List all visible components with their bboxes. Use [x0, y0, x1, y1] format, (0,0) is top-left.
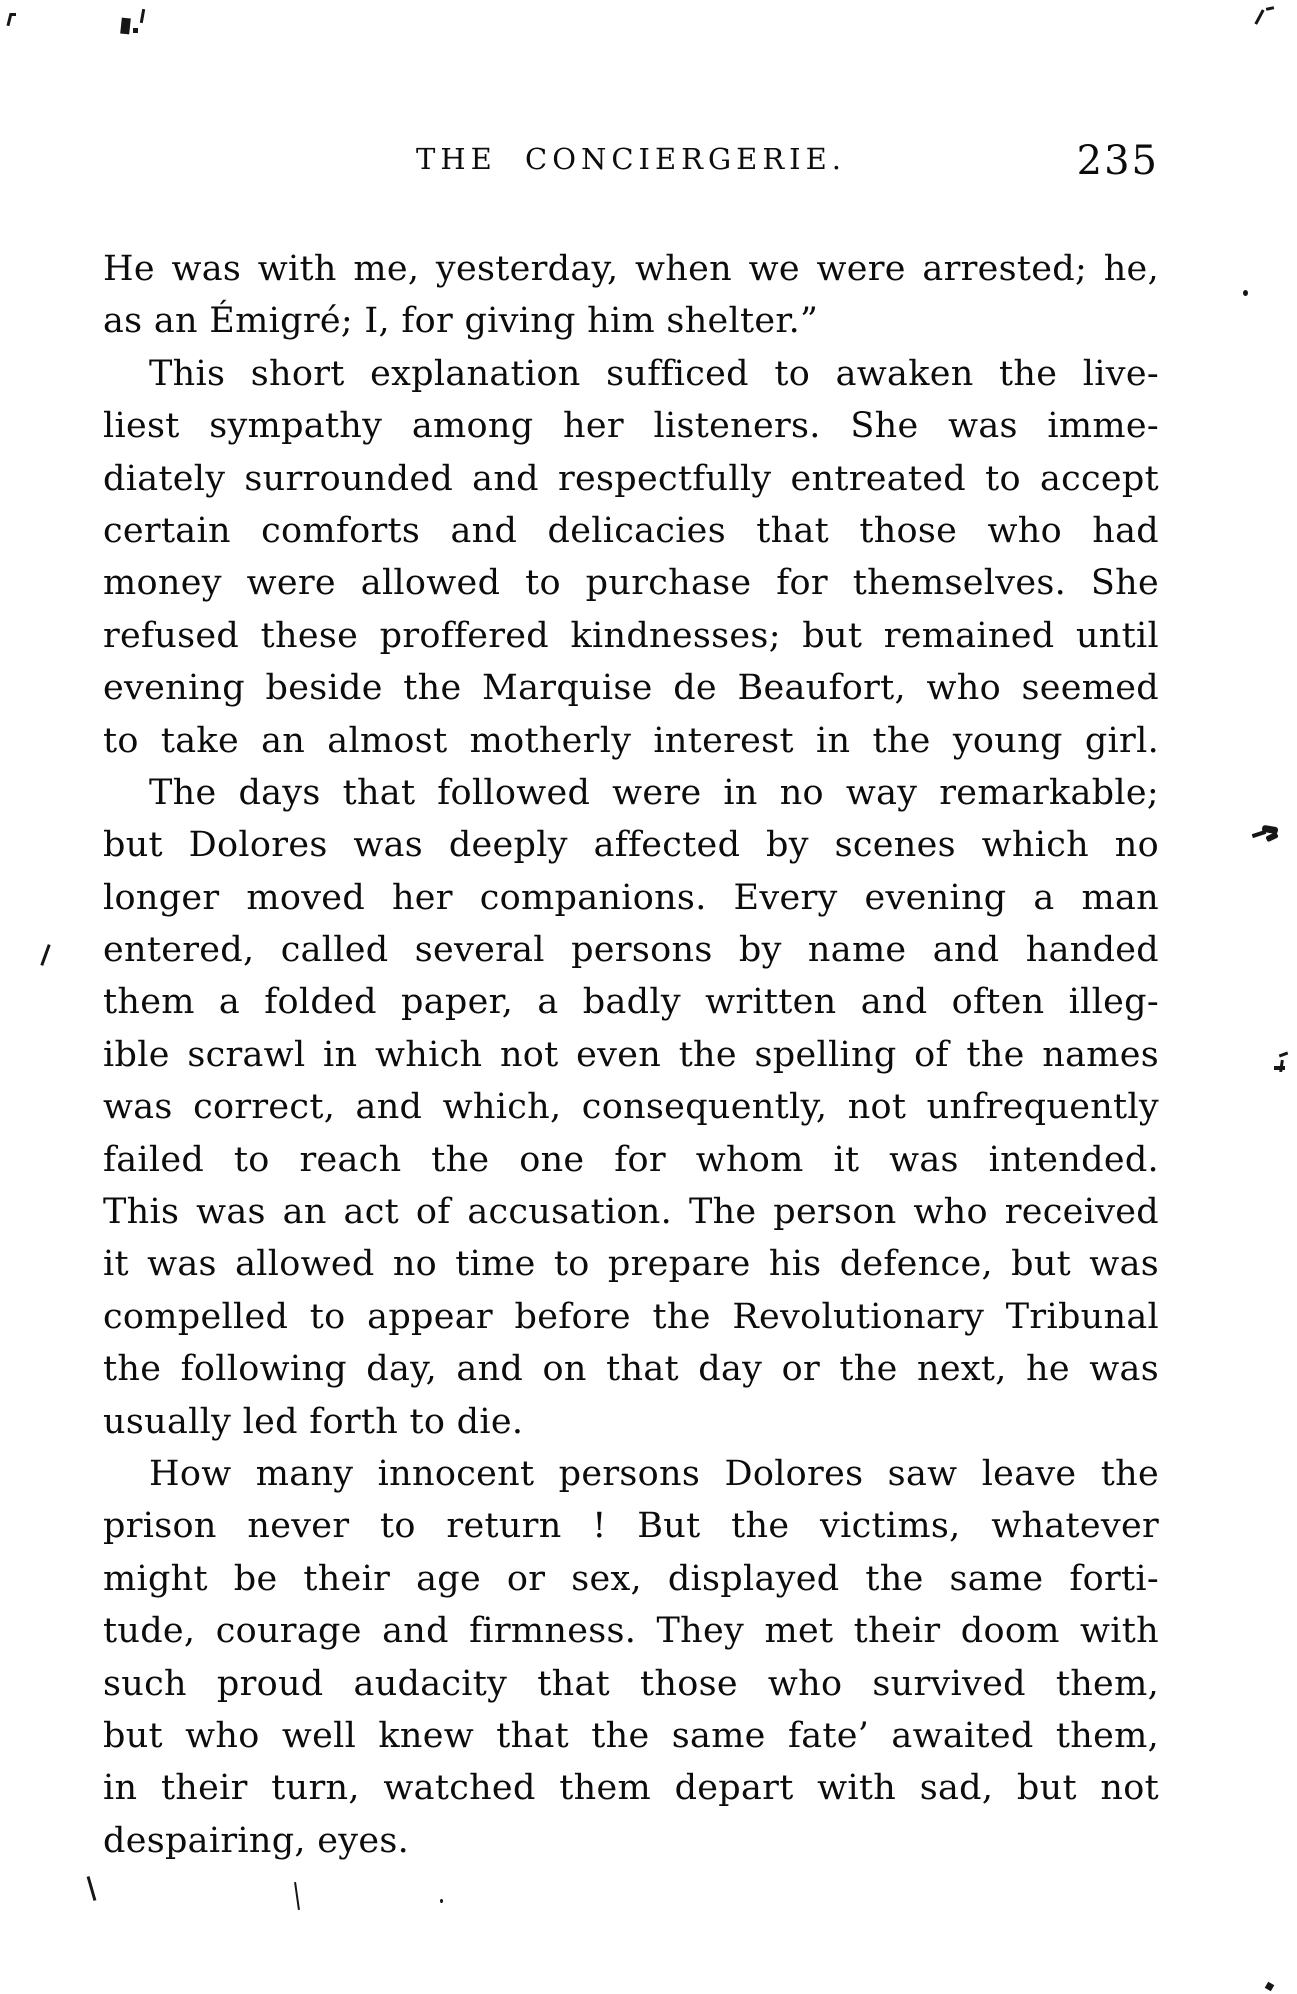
ink-speck — [87, 1876, 97, 1901]
running-head — [103, 138, 1159, 182]
text-line: compelled to appear before the Revolutionary Tribunal — [103, 1296, 1159, 1337]
ink-speck — [1243, 290, 1248, 296]
text-line: longer moved her companions. Every evening a man — [103, 877, 1159, 918]
ink-speck — [1266, 6, 1274, 11]
text-line: failed to reach the one for whom it was intended. — [103, 1139, 1159, 1180]
text-line: He was with me, yesterday, when we were arrested; he, — [103, 249, 1159, 289]
text-line: liest sympathy among her listeners. She was imme- — [103, 406, 1159, 447]
text-line: entered, called several persons by name and handed — [103, 930, 1159, 971]
text-line: them a folded paper, a badly written and often illeg- — [103, 982, 1159, 1023]
text-line: money were allowed to purchase for themselves. She — [103, 563, 1159, 604]
ink-speck — [1265, 1982, 1275, 1992]
text-line: ible scrawl in which not even the spelling of the names — [103, 1034, 1159, 1075]
text-line: the following day, and on that day or the next, he was — [103, 1349, 1159, 1390]
text-line: tude, courage and firmness. They met their doom with — [103, 1611, 1159, 1652]
text-line: but who well knew that the same fate’ awaited them, — [103, 1715, 1159, 1756]
text-line: such proud audacity that those who survived them, — [103, 1663, 1159, 1704]
ink-speck — [294, 1882, 300, 1910]
text-line: despairing, eyes. — [103, 1820, 410, 1861]
ink-speck — [11, 13, 16, 16]
text-line: but Dolores was deeply affected by scenes which no — [103, 825, 1159, 866]
text-line: usually led forth to die. — [103, 1401, 524, 1442]
ink-speck — [140, 9, 145, 23]
page-number: 235 — [1076, 138, 1159, 184]
ink-speck — [440, 1899, 443, 1903]
ink-speck — [1279, 1052, 1288, 1058]
text-line: prison never to return ! But the victims, whatever — [103, 1506, 1159, 1547]
text-line: refused these proffered kindnesses; but remained until — [103, 615, 1159, 656]
text-line: was correct, and which, consequently, not unfrequently — [103, 1087, 1159, 1128]
text-line: in their turn, watched them depart with sad, but not — [103, 1768, 1159, 1809]
text-line: as an Émigré; I, for giving him shelter.” — [103, 301, 819, 342]
text-line: This was an act of accusation. The person who received — [103, 1192, 1159, 1233]
body-text — [103, 243, 1159, 1867]
text-line: it was allowed no time to prepare his defence, but was — [103, 1244, 1159, 1285]
ink-speck — [1254, 9, 1264, 25]
text-line: diately surrounded and respectfully entreated to accept — [103, 458, 1159, 499]
text-line: How many innocent persons Dolores saw leave the — [149, 1453, 1159, 1494]
ink-speck — [120, 18, 131, 35]
ink-speck — [40, 944, 50, 966]
ink-speck — [133, 28, 138, 33]
text-line: might be their age or sex, displayed the same forti- — [103, 1558, 1159, 1599]
ink-blot — [1265, 832, 1278, 843]
text-line: certain comforts and delicacies that those who had — [103, 510, 1159, 551]
text-line: to take an almost motherly interest in the young girl. — [103, 720, 1159, 761]
text-line: This short explanation sufficed to awaken the live- — [149, 353, 1159, 394]
chapter-header: THE CONCIERGERIE. — [415, 142, 847, 176]
text-line: The days that followed were in no way remarkable; — [149, 772, 1159, 813]
text-line: evening beside the Marquise de Beaufort, who seemed — [103, 668, 1159, 709]
